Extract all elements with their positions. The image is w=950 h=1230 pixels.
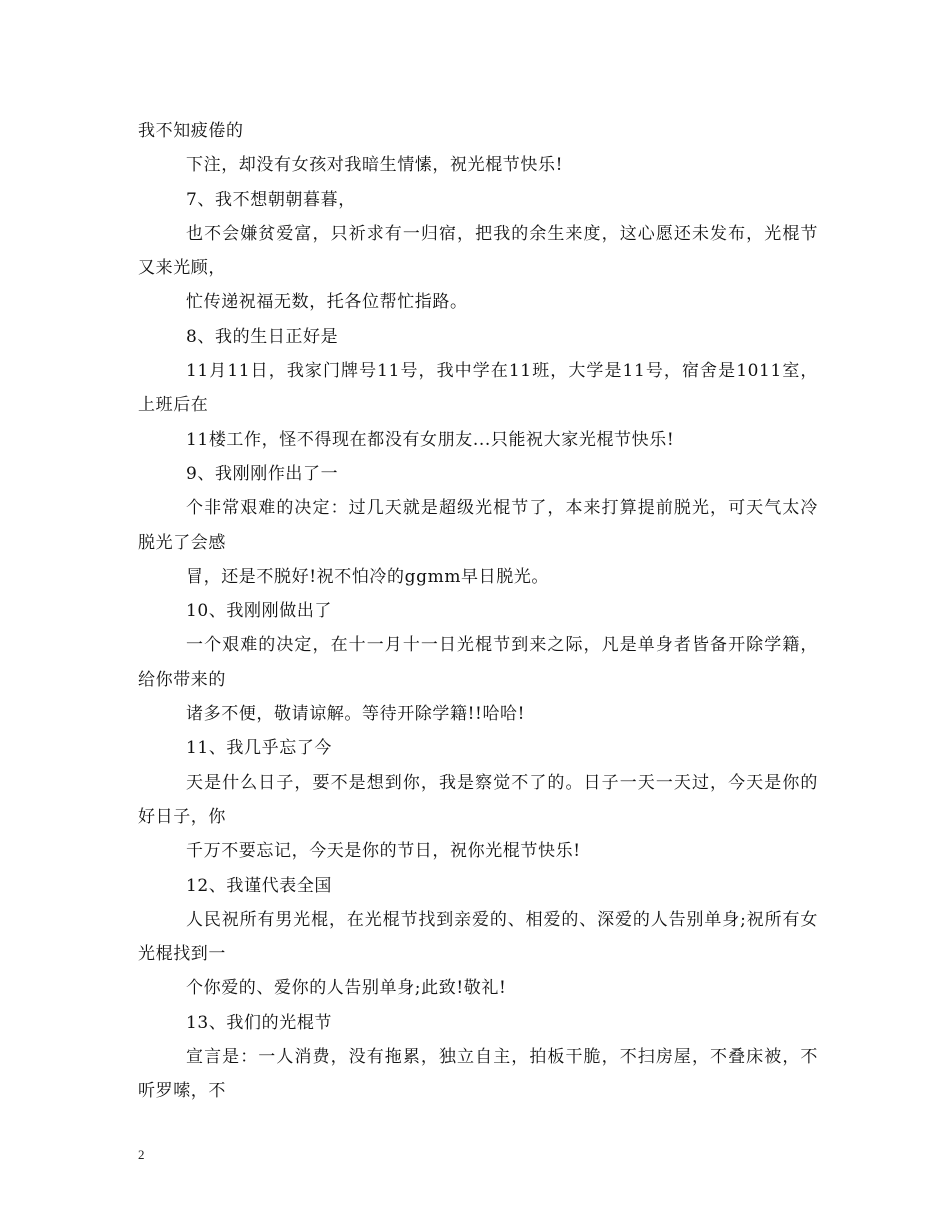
paragraph: 一个艰难的决定，在十一月十一日光棍节到来之际，凡是单身者皆备开除学籍，给你带来的 [138, 635, 818, 690]
paragraph: 天是什么日子，要不是想到你，我是察觉不了的。日子一天一天过，今天是你的好日子，你 [138, 772, 818, 827]
document-body [138, 114, 818, 1109]
paragraph: 千万不要忘记，今天是你的节日，祝你光棍节快乐! [186, 841, 581, 862]
paragraph: 10、我刚刚做出了 [186, 601, 333, 622]
paragraph: 9、我刚刚作出了一 [186, 463, 339, 484]
paragraph: 11、我几乎忘了今 [186, 738, 333, 759]
paragraph: 冒，还是不脱好!祝不怕冷的ggmm早日脱光。 [186, 566, 550, 587]
paragraph: 我不知疲倦的 [138, 121, 244, 141]
paragraph: 宣言是：一人消费，没有拖累，独立自主，拍板干脆，不扫房屋，不叠床被，不听罗嗦，不 [138, 1047, 818, 1102]
paragraph: 诸多不便，敬请谅解。等待开除学籍!!哈哈! [186, 704, 526, 725]
paragraph: 个你爱的、爱你的人告别单身;此致!敬礼! [186, 978, 507, 999]
paragraph: 11楼工作，怪不得现在都没有女朋友...只能祝大家光棍节快乐! [186, 429, 675, 450]
paragraph: 12、我谨代表全国 [186, 875, 333, 896]
paragraph: 8、我的生日正好是 [186, 326, 339, 347]
paragraph: 人民祝所有男光棍，在光棍节找到亲爱的、相爱的、深爱的人告别单身;祝所有女光棍找到一 [138, 909, 818, 965]
paragraph: 个非常艰难的决定：过几天就是超级光棍节了，本来打算提前脱光，可天气太冷脱光了会感 [138, 498, 818, 553]
paragraph: 下注，却没有女孩对我暗生情愫，祝光棍节快乐! [186, 155, 564, 176]
paragraph: 也不会嫌贫爱富，只祈求有一归宿，把我的余生来度，这心愿还未发布，光棍节又来光顾， [138, 223, 818, 279]
paragraph: 11月11日，我家门牌号11号，我中学在11班，大学是11号，宿舍是1011室，上班后在 [138, 361, 818, 416]
paragraph: 7、我不想朝朝暮暮， [186, 189, 356, 210]
paragraph: 忙传递祝福无数，托各位帮忙指路。 [186, 292, 468, 313]
paragraph: 13、我们的光棍节 [186, 1012, 333, 1033]
page-number: 2 [138, 1147, 145, 1162]
